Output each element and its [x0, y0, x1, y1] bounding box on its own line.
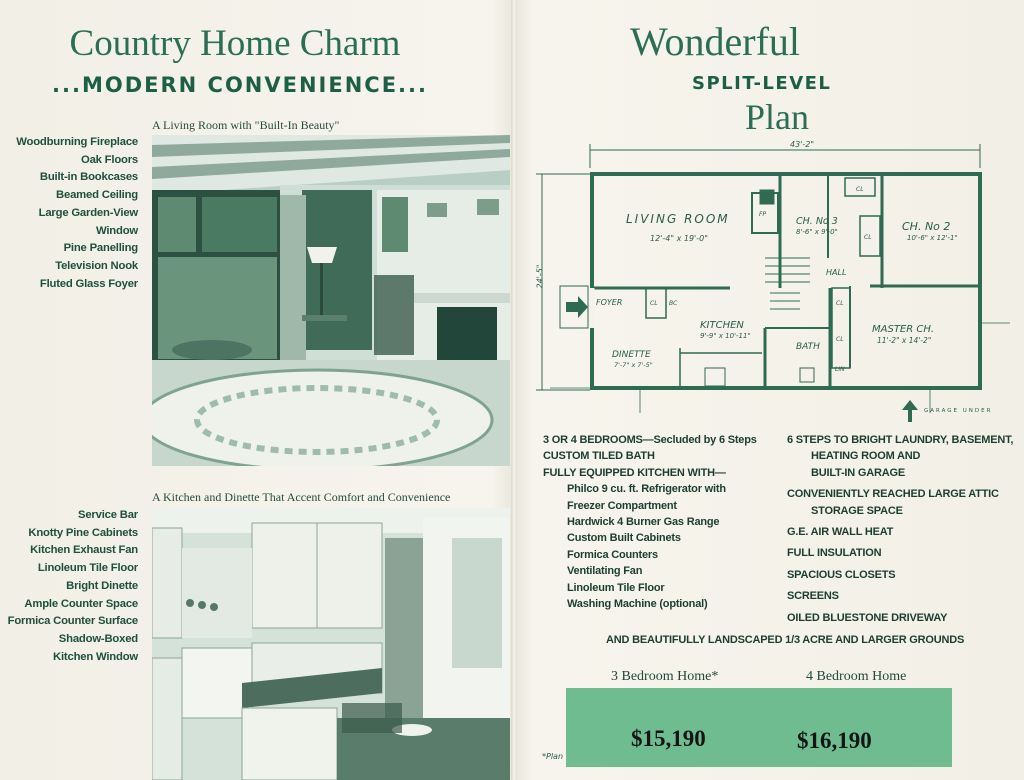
room-ch2-label: CH. No 2 [902, 220, 951, 233]
closet-label: CL [856, 186, 864, 193]
right-title-plan: Plan [745, 97, 810, 137]
room-master-size: 11'-2" x 14'-2" [877, 336, 932, 345]
feature-line: CONVENIENTLY REACHED LARGE ATTIC [787, 488, 999, 501]
closet-label: CL [650, 300, 658, 307]
price-label-3br: 3 Bedroom Home* [611, 669, 719, 684]
feature-line: Custom Built Cabinets [567, 532, 681, 545]
features-column-left [543, 432, 788, 612]
plan-width-dim: 43'-2" [790, 140, 815, 149]
room-kitchen-size: 9'-9" x 10'-11" [700, 332, 751, 340]
living-caption: A Living Room with "Built-In Beauty" [152, 118, 340, 132]
feature-line: Hardwick 4 Burner Gas Range [567, 516, 720, 529]
feature-item: Bright Dinette [66, 579, 138, 592]
feature-item: Kitchen Exhaust Fan [30, 544, 138, 557]
closet-label: CL [864, 234, 872, 241]
feature-line: Formica Counters [567, 548, 658, 561]
price-4br: $16,190 [797, 728, 872, 753]
feature-line: SCREENS [787, 590, 839, 603]
right-subtitle: SPLIT-LEVEL [692, 73, 832, 94]
feature-line: Washing Machine (optional) [567, 598, 708, 611]
garage-note: GARAGE UNDER [924, 408, 993, 414]
feature-line: Linoleum Tile Floor [567, 581, 665, 594]
room-foyer-label: FOYER [596, 298, 623, 307]
feature-line: STORAGE SPACE [811, 504, 903, 517]
feature-line: Ventilating Fan [567, 565, 643, 578]
feature-line: Philco 9 cu. ft. Refrigerator with [567, 483, 726, 496]
closet-label: CL [836, 300, 844, 307]
feature-item: Shadow-Boxed [58, 632, 138, 645]
price-panel [566, 688, 952, 767]
kitchen-caption: A Kitchen and Dinette That Accent Comfort and Convenience [152, 490, 451, 504]
closet-label: CL [836, 336, 844, 343]
left-subtitle: ...MODERN CONVENIENCE... [52, 73, 428, 97]
left-title: Country Home Charm [69, 23, 401, 64]
feature-line: FULLY EQUIPPED KITCHEN WITH— [543, 466, 726, 479]
center-fold [511, 0, 515, 780]
linen-label: LIN [835, 366, 845, 373]
feature-item: Ample Counter Space [24, 597, 138, 610]
feature-item: Television Nook [55, 259, 138, 272]
room-dinette-label: DINETTE [612, 350, 651, 360]
feature-line: SPACIOUS CLOSETS [787, 568, 896, 581]
feature-item: Service Bar [78, 509, 138, 521]
grounds-line: AND BEAUTIFULLY LANDSCAPED 1/3 ACRE AND LARGER GROUNDS [606, 634, 965, 646]
feature-item: Knotty Pine Cabinets [28, 526, 138, 539]
price-label-4br: 4 Bedroom Home [806, 669, 907, 684]
features-column-right [787, 432, 1019, 626]
kitchen-feature-list [0, 507, 138, 666]
room-dinette-size: 7'-7" x 7'-5" [614, 361, 653, 369]
feature-item: Linoleum Tile Floor [37, 562, 138, 575]
room-hall-label: HALL [826, 268, 847, 277]
right-title: Wonderful [629, 19, 801, 64]
fireplace-label: FP [759, 211, 767, 218]
room-kitchen-label: KITCHEN [700, 320, 744, 331]
price-3br: $15,190 [631, 726, 706, 751]
living-room-photo [152, 135, 510, 466]
room-ch2-size: 10'-6" x 12'-1" [907, 234, 958, 242]
feature-item: Built-in Bookcases [39, 171, 138, 184]
room-bath-label: BATH [796, 342, 820, 352]
living-feature-list [0, 134, 138, 293]
room-ch3-size: 8'-6" x 9'-0" [796, 228, 838, 236]
feature-line: HEATING ROOM AND [811, 450, 921, 463]
feature-line: CUSTOM TILED BATH [543, 450, 655, 463]
feature-item: Window [96, 224, 138, 237]
feature-item: Woodburning Fireplace [16, 136, 138, 148]
room-ch3-label: CH. No 3 [796, 216, 838, 227]
broom-closet-label: BC [669, 300, 678, 307]
feature-item: Formica Counter Surface [7, 615, 138, 628]
feature-item: Kitchen Window [53, 650, 138, 663]
footnote: *Plan [542, 752, 564, 761]
feature-line: 3 OR 4 BEDROOMS—Secluded by 6 Steps [543, 434, 757, 446]
kitchen-photo [152, 508, 510, 780]
feature-line: BUILT-IN GARAGE [811, 466, 905, 479]
plan-depth-dim: 24'-5" [535, 264, 545, 289]
feature-line: Freezer Compartment [567, 499, 677, 512]
floor-plan [530, 138, 1024, 428]
feature-line: 6 STEPS TO BRIGHT LAUNDRY, BASEMENT, [787, 434, 1014, 446]
room-living-label: LIVING ROOM [626, 212, 730, 226]
feature-line: OILED BLUESTONE DRIVEWAY [787, 611, 948, 624]
feature-item: Beamed Ceiling [56, 189, 138, 202]
feature-line: G.E. AIR WALL HEAT [787, 526, 894, 539]
room-living-size: 12'-4" x 19'-0" [650, 234, 708, 243]
feature-item: Oak Floors [80, 153, 138, 166]
feature-item: Fluted Glass Foyer [39, 277, 138, 290]
feature-item: Pine Panelling [63, 242, 138, 255]
room-master-label: MASTER CH. [872, 324, 935, 335]
feature-line: FULL INSULATION [787, 547, 882, 560]
feature-item: Large Garden-View [38, 206, 138, 219]
